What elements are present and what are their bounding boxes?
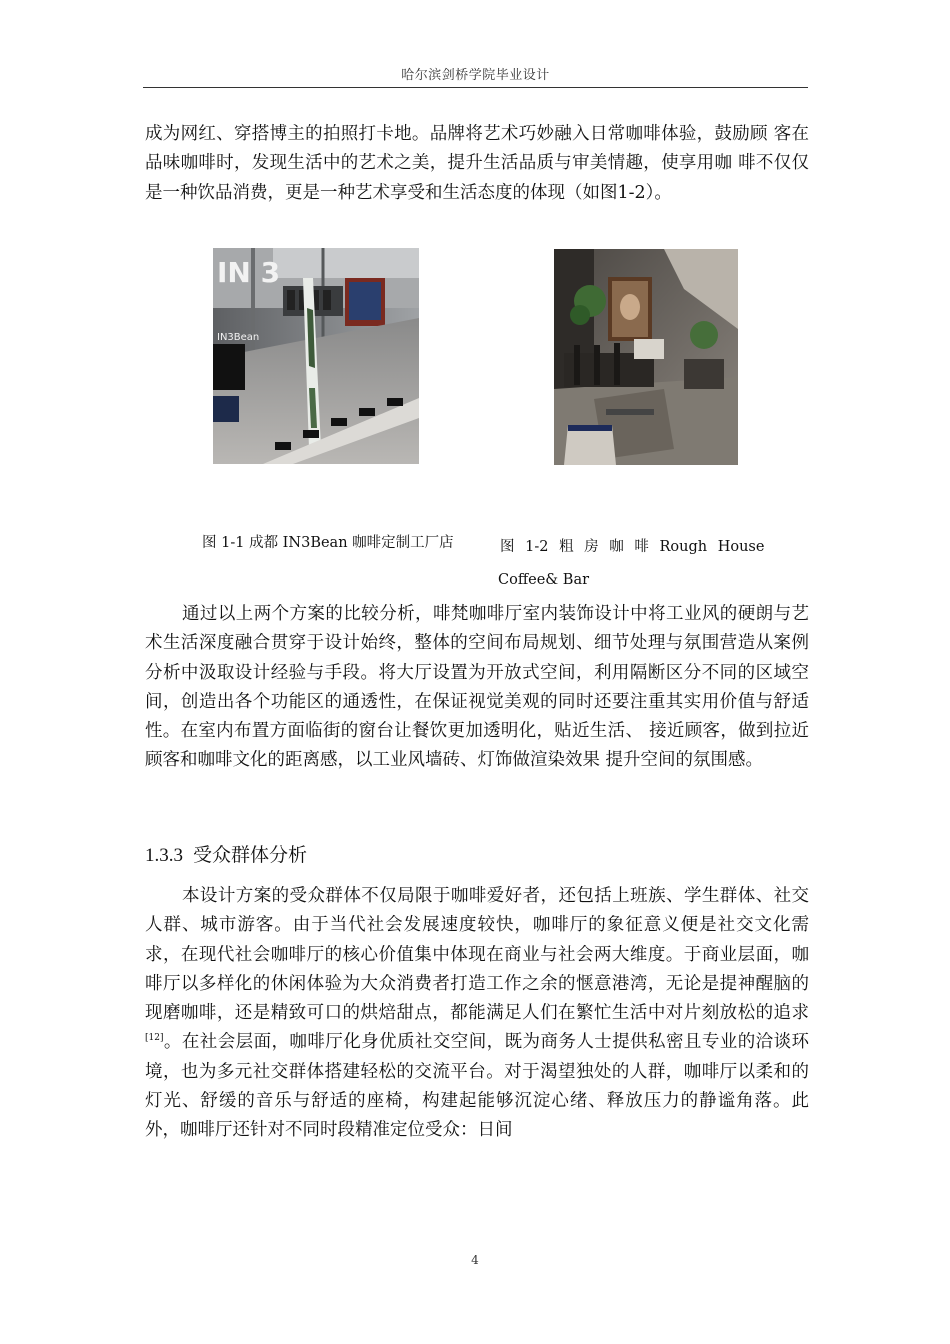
- fig1-sign-large: IN 3: [217, 256, 281, 289]
- paragraph-2: 通过以上两个方案的比较分析，啡梵咖啡厅室内装饰设计中将工业风的硬朗与艺术生活深度融合贯穿于设计始终，整体的空间布局规划、细节处理与氛围营造从案例分析中汲取设计经验与手段。将大厅设置为开放式空间，利用隔断区分不同的区域空间，创造出各个功能区的通透性，在保证视觉美观的同时还要注重其实用价值与舒适性。在室内布置方面临街的窗台让餐饮更加透明化，贴近生活、 接近顾客，做到拉近顾客和咖啡文化的距离感，以工业风墙砖、灯饰做渲染效果 提升空间的氛围感。: [145, 604, 809, 771]
- figure-1-2-caption-line2: Coffee& Bar: [498, 572, 590, 588]
- figure-1-1-caption: 图 1-1 成都 IN3Bean 咖啡定制工厂店: [202, 535, 454, 551]
- page-header: 哈尔滨剑桥学院毕业设计: [401, 68, 550, 83]
- section-number: 1.3.3: [145, 845, 183, 866]
- figure-1-1-image: [213, 248, 419, 464]
- paragraph-3: [145, 882, 809, 1146]
- figure-1-2-caption-line1: 图 1-2 粗 房 咖 啡 Rough House: [500, 539, 765, 555]
- fig1-sign-small: IN3Bean: [217, 332, 260, 343]
- figure-1-2-image: [554, 249, 738, 465]
- paragraph-3-rest: 。在社会层面，咖啡厅化身优质社交空间，既为商务人士提供私密且专业的洽谈环境，也为多元社交群体搭建轻松的交流平台。对于渴望独处的人群，咖啡厅以柔和的灯光、舒缓的音乐与舒适的座椅，构建起能够沉淀心绪、释放压力的静谧角落。此外，咖啡厅还针对不同时段精准定位受众：日间: [145, 1032, 809, 1141]
- page-number: 4: [471, 1253, 479, 1267]
- citation-12: [12]: [145, 1033, 164, 1044]
- paragraph-3-main: 本设计方案的受众群体不仅局限于咖啡爱好者，还包括上班族、学生群体、社交人群、城市游客。由于当代社会发展速度较快，咖啡厅的象征意义便是社交文化需求，在现代社会咖啡厅的核心价值集中体现在商业与社会两大维度。于商业层面，咖啡厅以多样化的休闲体验为大众消费者打造工作之余的惬意港湾，无论是提神醒脑的现磨咖啡，还是精致可口的烘焙甜点，都能满足人们在繁忙生活中对片刻放松的追求: [145, 886, 809, 1024]
- paragraph-1: 成为网红、穿搭博主的拍照打卡地。品牌将艺术巧妙融入日常咖啡体验，鼓励顾 客在品味咖啡时，发现生活中的艺术之美，提升生活品质与审美情趣，使享用咖 啡不仅仅是一种饮品消费，更是一种艺术享受和生活态度的体现（如图1-2）。: [145, 124, 809, 203]
- section-heading: [145, 840, 307, 867]
- header-rule: [143, 87, 808, 88]
- section-title: 受众群体分析: [193, 844, 308, 866]
